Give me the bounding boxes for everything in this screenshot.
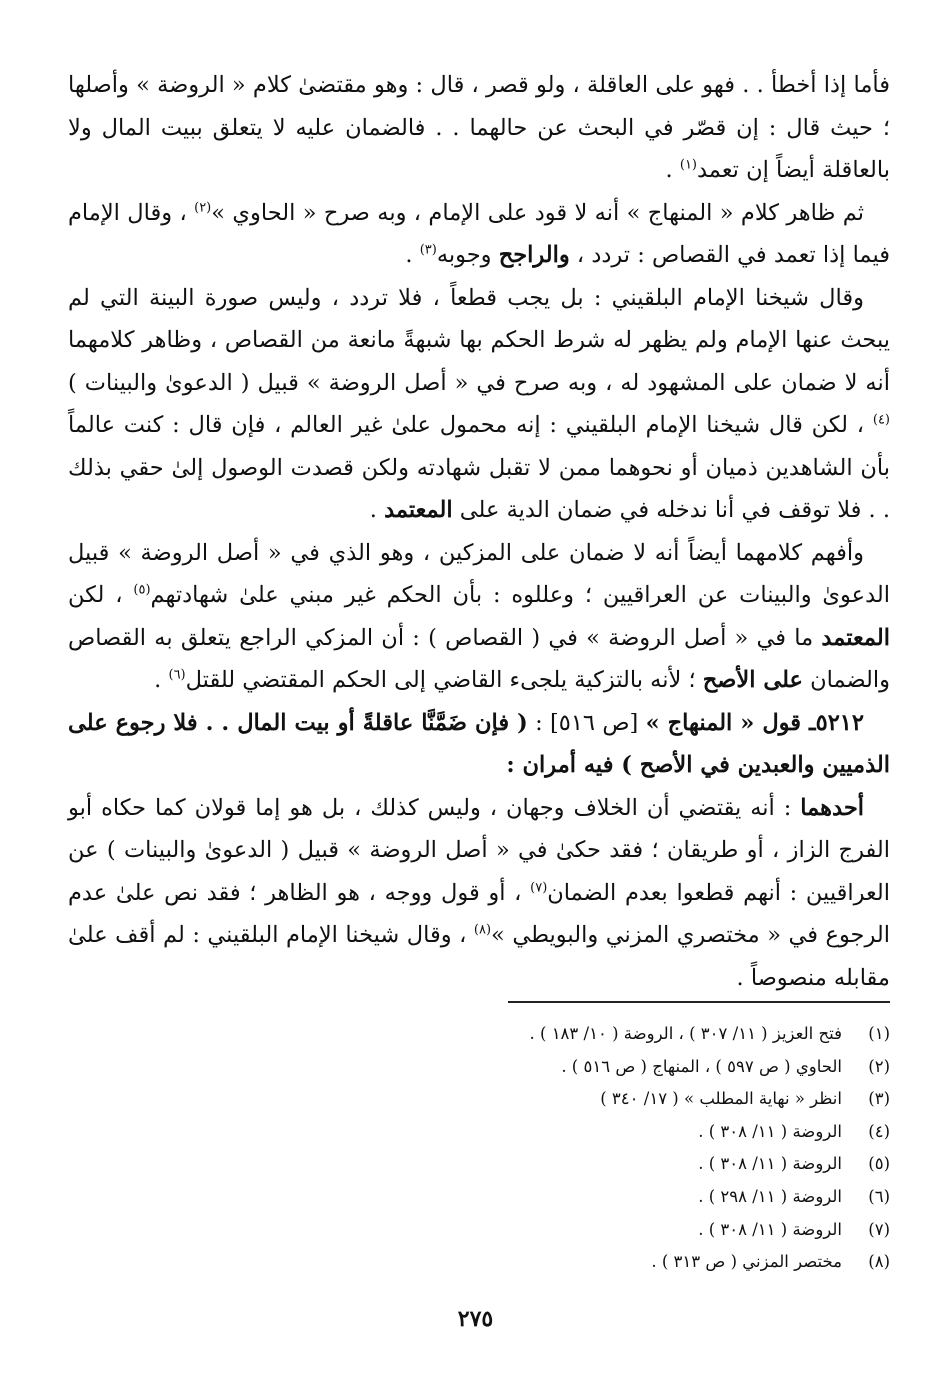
footnote-ref[interactable]: (٥) [133,582,151,598]
footnote-7 [300,1214,890,1247]
bold-term: المعتمد [384,497,453,523]
footnote-divider [508,1001,890,1003]
footnote-number: (٤) [868,1121,890,1141]
footnote-8 [300,1246,890,1279]
footnote-number: (٧) [868,1219,890,1239]
paragraph-1 [68,64,890,192]
footnote-3 [300,1083,890,1116]
footnote-text: انظر « نهاية المطلب » ( ١٧/ ٣٤٠ ) [600,1089,842,1109]
text-run: ، وقال الإمام فيما إذا تعمد في القصاص : تردد ، [68,199,890,268]
footnote-text: الروضة ( ١١/ ٢٩٨ ) . [698,1186,842,1206]
text-run: . [665,157,680,183]
bold-term: ( فإن ضَمَّنَّا عاقلةً أو بيت المال . . فلا رجوع على الذميين والعبدين في الأصح ) فيه أمران : [68,709,890,778]
footnote-ref[interactable]: (٢) [194,200,212,215]
footnote-2 [300,1051,890,1084]
text-run: . [154,667,169,693]
footnote-ref[interactable]: (٤) [872,412,890,428]
footnotes [300,1018,890,1279]
text-run: ، لكن [68,582,134,608]
text-run: وجوبه [436,242,499,268]
main-text [68,64,890,999]
text-run: : أنه يقتضي أن الخلاف وجهان ، وليس كذلك ، بل هو إما قولان كما حكاه أبو الفرج الزاز ، أو طريقان ؛ فقد حكىٰ في « أصل الروضة » قبيل ( الدعوىٰ والبينات ) عن العراقيين : أنهم قطعوا بعدم الضمان [68,794,890,906]
footnote-text: فتح العزيز ( ١١/ ٣٠٧ ) ، الروضة ( ١٠/ ١٨٣ ) . [529,1024,842,1043]
text-run: ، لكن قال شيخنا الإمام البلقيني : إنه محمول علىٰ غير العالم ، فإن قال : كنت عالماً بأن الشاهدين ذميان أو نحوهما ممن لا تقبل شهادته ولكن قصدت الوصول إلىٰ حقي بذلك . . فلا توقف في أنا ندخله في ضمان الدية على [68,412,890,523]
footnote-ref[interactable]: (٣) [419,242,437,258]
text-run: ؛ لأنه بالتزكية يلجىء القاضي إلى الحكم المقتضي للقتل [185,667,703,693]
bold-term: على الأصح [702,667,803,693]
text-run: ثم ظاهر كلام « المنهاج » أنه لا قود على الإمام ، وبه صرح « الحاوي » [211,199,864,226]
bold-term: أحدهما [800,794,864,821]
text-run: ، وقال شيخنا الإمام البلقيني : لم أقف علىٰ مقابله منصوصاً . [68,922,890,991]
footnote-ref[interactable]: (٧) [530,880,548,895]
text-run: فأما إذا أخطأ . . فهو على العاقلة ، ولو قصر ، قال : وهو مقتضىٰ كلام « الروضة » وأصلها ؛ حيث قال : إن قصّر في البحث عن حالهما . . فالضمان عليه لا يتعلق ببيت المال ولا بالعاقلة أيضاً إن تعمد [68,72,890,183]
footnote-number: (٥) [868,1154,890,1174]
text-run: ، أو قول ووجه ، هو الظاهر ؛ فقد نص علىٰ عدم الرجوع في « مختصري المزني والبويطي » [68,879,890,948]
paragraph-5 [68,702,890,787]
footnote-4 [300,1116,890,1149]
footnote-text: الحاوي ( ص ٥٩٧ ) ، المنهاج ( ص ٥١٦ ) . [561,1056,842,1076]
footnote-1 [300,1018,890,1051]
footnote-text: الروضة ( ١١/ ٣٠٨ ) . [698,1219,842,1239]
footnote-number: (٢) [868,1056,890,1076]
footnote-text: الروضة ( ١١/ ٣٠٨ ) . [698,1121,842,1141]
footnote-6 [300,1181,890,1214]
bold-term: المعتمد [821,624,890,651]
paragraph-6 [68,787,890,1000]
text-run: . [369,497,385,523]
text-run: [ص ٥١٦] : [527,709,646,736]
footnote-number: (٦) [868,1186,890,1206]
page-number: ٢٧٥ [457,1306,494,1332]
footnote-text: مختصر المزني ( ص ٣١٣ ) . [651,1252,842,1272]
footnote-text: الروضة ( ١١/ ٣٠٨ ) . [698,1154,842,1174]
text-run: وقال شيخنا الإمام البلقيني : بل يجب قطعاً ، فلا تردد ، وليس صورة البينة التي لم يبحث عنها الإمام ولم يظهر له شرط الحكم بها شبهةً مانعة من القصاص ، وظاهر كلامهما أنه لا ضمان على المشهود له ، وبه صرح في « أصل الروضة » قبيل ( الدعوىٰ والبينات ) [68,284,890,396]
text-run: ما في « أصل الروضة » في ( القصاص ) : أن المزكي الراجع يتعلق به القصاص والضمان [68,624,890,693]
footnote-number: (١) [868,1024,890,1043]
text-run: . [405,242,420,268]
footnote-ref[interactable]: (١) [679,157,697,173]
footnote-ref[interactable]: (٨) [473,922,492,938]
footnote-number: (٨) [868,1252,890,1272]
paragraph-3 [68,277,890,532]
bold-term: والراجح [498,242,570,268]
footnote-5 [300,1148,890,1181]
paragraph-4 [68,532,890,702]
footnote-ref[interactable]: (٦) [168,667,186,683]
bold-term: ٥٢١٢ـ قول « المنهاج » [645,709,864,736]
paragraph-2 [68,192,890,277]
text-run: وأفهم كلامهما أيضاً أنه لا ضمان على المزكين ، وهو الذي في « أصل الروضة » قبيل الدعوىٰ والبينات عن العراقيين ؛ وعللوه : بأن الحكم غير مبني علىٰ شهادتهم [68,539,890,608]
footnote-number: (٣) [868,1089,890,1109]
